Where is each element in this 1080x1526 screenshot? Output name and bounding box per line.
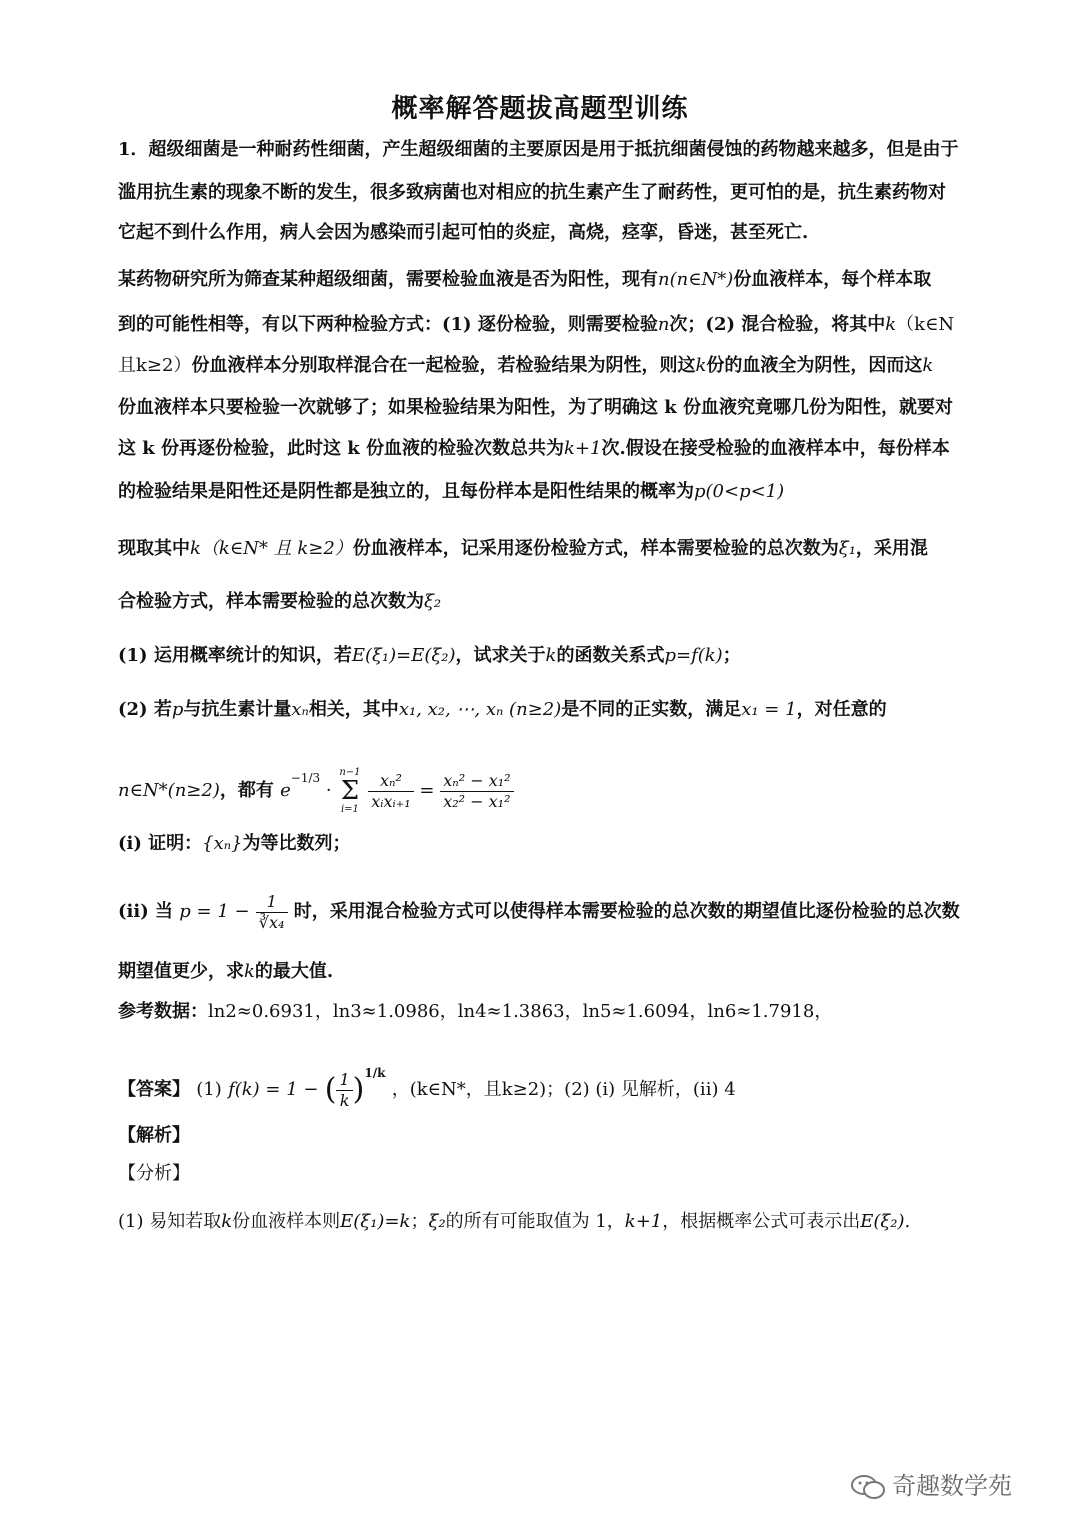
- problem-paragraph-3-line-1: 现取其中k（k∈N* 且 k≥2）份血液样本，记采用逐份检验方式，样本需要检验的总次数为ξ₁，采用混: [118, 538, 928, 559]
- problem-paragraph-1-line-3: 它起不到什么作用，病人会因为感染而引起可怕的炎症，高烧，痉挛，昏迷，甚至死亡.: [118, 222, 809, 243]
- analysis-heading: 【解析】: [118, 1125, 190, 1146]
- fenxi-heading: 【分析】: [118, 1163, 190, 1184]
- watermark: [850, 1466, 1012, 1501]
- fraction-1: $\frac{\text{xₙ²}}{\text{xᵢxᵢ₊₁}}$: [368, 771, 413, 812]
- watermark-text: 奇趣数学苑: [892, 1472, 1012, 1500]
- problem-paragraph-3-line-2: 合检验方式，样本需要检验的总次数为ξ₂: [118, 591, 442, 612]
- sum-symbol: n−1 Σ i=1: [339, 767, 361, 815]
- wechat-icon: [850, 1474, 886, 1500]
- question-2-line-1: (2) 若p与抗生素计量xₙ相关，其中x₁, x₂, ⋯, xₙ (n≥2)是不同的正实数，满足x₁ = 1，对任意的: [118, 699, 887, 720]
- answer-line: 【答案】 (1) f(k) = 1 − ( $\frac{1}{k}$ )$^{1/k}$ ，(k∈N*，且k≥2)；(2) (i) 见解析，(ii) 4: [118, 1066, 736, 1110]
- problem-paragraph-2-line-5: 这 k 份再逐份检验，此时这 k 份血液的检验次数总共为k+1次.假设在接受检验的血液样本中，每份样本: [118, 438, 950, 459]
- question-2-part-ii-line-1: (ii) 当 p = 1 − $\frac{1}{\text{∛x₄}}$ 时，采用混合检验方式可以使得样本需要检验的总次数的期望值比逐份检验的总次数: [118, 891, 960, 932]
- question-2-part-ii-line-2: 期望值更少，求k的最大值.: [118, 961, 334, 982]
- fraction-2: $\frac{\text{xₙ² − x₁²}}{\text{x₂² − x₁²}}$: [440, 771, 513, 812]
- problem-paragraph-2-line-2: 到的可能性相等，有以下两种检验方式：(1) 逐份检验，则需要检验n次；(2) 混合检验，将其中k（k∈N: [118, 314, 955, 335]
- problem-paragraph-1-line-1: 1．超级细菌是一种耐药性细菌，产生超级细菌的主要原因是用于抵抗细菌侵蚀的药物越来越多，但是由于: [118, 139, 959, 160]
- question-2-line-2: n∈N*(n≥2)，都有 $e^{-1/3}$ · n−1 Σ i=1 $\frac{\text{xₙ²}}{\text{xᵢxᵢ₊₁}}$ = $\frac{\text{xₙ² − x₁²}}{\text{x₂² − x₁²}}$: [118, 748, 514, 821]
- problem-paragraph-2-line-1: 某药物研究所为筛查某种超级细菌，需要检验血液是否为阳性，现有n(n∈N*)份血液样本，每个样本取: [118, 269, 932, 290]
- page-title: 概率解答题拔高题型训练: [391, 94, 689, 124]
- reference-data: 参考数据：ln2≈0.6931，ln3≈1.0986，ln4≈1.3863，ln5≈1.6094，ln6≈1.7918，: [118, 1001, 833, 1022]
- problem-paragraph-1-line-2: 滥用抗生素的现象不断的发生，很多致病菌也对相应的抗生素产生了耐药性，更可怕的是，抗生素药物对: [118, 182, 946, 203]
- question-2-part-i: (i) 证明：{xₙ}为等比数列；: [118, 833, 351, 854]
- question-1: (1) 运用概率统计的知识，若E(ξ₁)=E(ξ₂)，试求关于k的函数关系式p=f(k)；: [118, 645, 741, 666]
- problem-paragraph-2-line-4: 份血液样本只要检验一次就够了；如果检验结果为阳性，为了明确这 k 份血液究竟哪几份为阳性，就要对: [118, 397, 954, 418]
- problem-paragraph-2-line-3: 且k≥2）份血液样本分别取样混合在一起检验，若检验结果为阴性，则这k份的血液全为阴性，因而这k: [118, 355, 934, 376]
- problem-paragraph-2-line-6: 的检验结果是阳性还是阴性都是独立的，且每份样本是阳性结果的概率为p(0<p<1): [118, 481, 785, 502]
- formula-exp-sum: $e^{-1/3}$ · n−1 Σ i=1 $\frac{\text{xₙ²}}{\text{xᵢxᵢ₊₁}}$ = $\frac{\text{xₙ² − x₁²}}{\text{x₂² − x₁²}}$: [280, 780, 513, 801]
- fraction-root: $\frac{1}{\text{∛x₄}}$: [256, 892, 288, 933]
- analysis-line-1: (1) 易知若取k份血液样本则E(ξ₁)=k；ξ₂的所有可能取值为 1，k+1，根据概率公式可表示出E(ξ₂).: [118, 1211, 911, 1232]
- fraction-1-over-k: $\frac{1}{k}$: [336, 1070, 352, 1111]
